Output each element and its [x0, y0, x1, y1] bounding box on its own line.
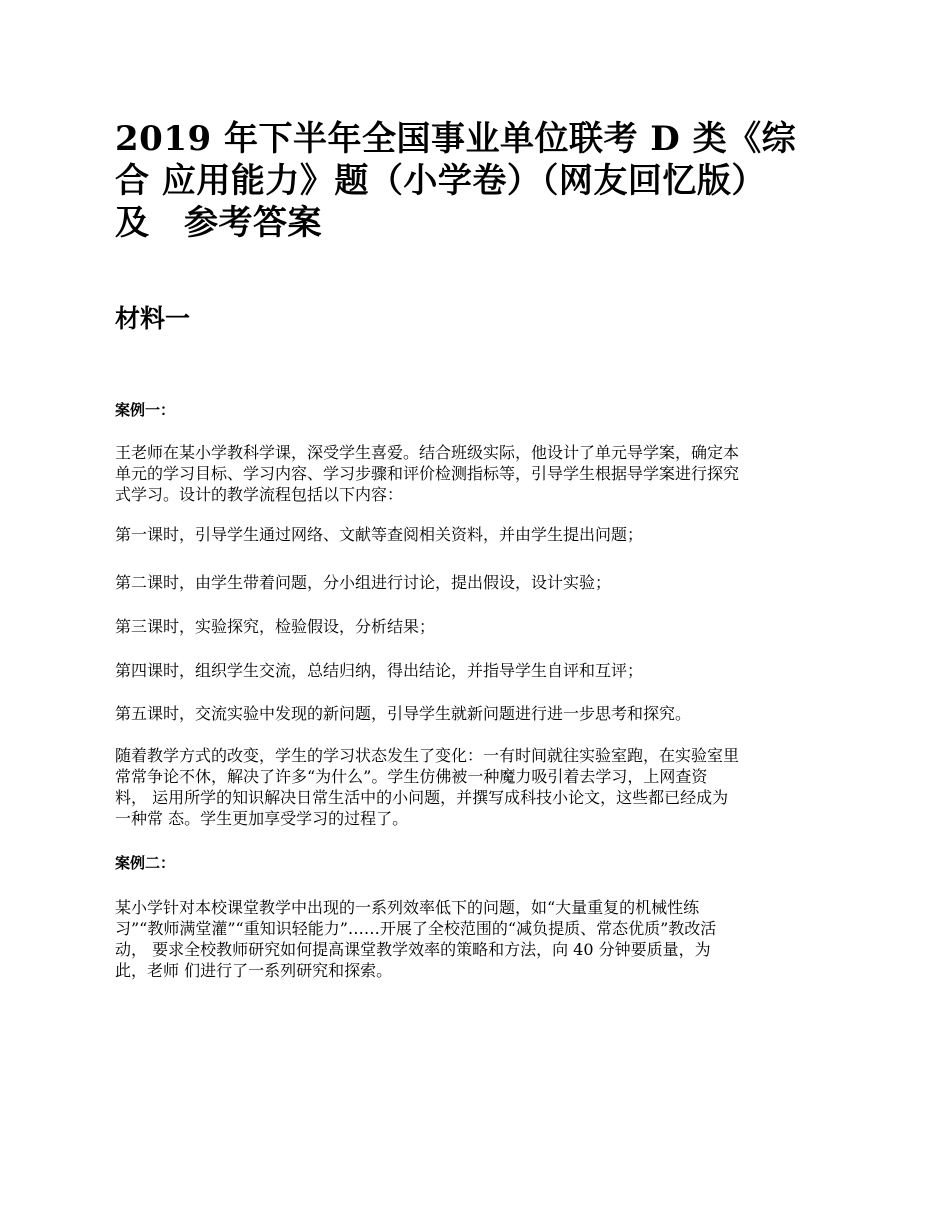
- case-two-label: 案例二：: [115, 854, 176, 872]
- title-line: 2019 年下半年全国事业单位联考 D 类《综: [115, 119, 797, 159]
- title-line: 合 应用能力》题（小学卷）（网友回忆版）: [115, 161, 766, 201]
- paragraph-line: 常常争论不休，解决了许多“为什么”。学生仿佛被一种魔力吸引着去学习，上网查资: [115, 767, 708, 786]
- case-one-change: [115, 745, 841, 829]
- section-heading: 材料一: [115, 304, 191, 333]
- paragraph-line: 式学习。设计的教学流程包括以下内容：: [115, 485, 404, 504]
- document-title: [115, 118, 835, 244]
- lesson-four: 第四课时，组织学生交流，总结归纳，得出结论，并指导学生自评和互评；: [115, 661, 644, 680]
- paragraph-line: 一种常 态。学生更加享受学习的过程了。: [115, 809, 409, 828]
- lesson-two: 第二课时，由学生带着问题，分小组进行讨论，提出假设，设计实验；: [115, 573, 612, 592]
- paragraph-line: 此，老师 们进行了一系列研究和探索。: [115, 961, 393, 980]
- paragraph-line: 习”“教师满堂灌”“重知识轻能力”……开展了全校范围的“减负提质、常态优质”教改活: [115, 919, 717, 938]
- paragraph-line: 单元的学习目标、学习内容、学习步骤和评价检测指标等，引导学生根据导学案进行探究: [115, 464, 740, 483]
- case-two-body: [115, 897, 841, 981]
- lesson-three: 第三课时，实验探究，检验假设，分析结果；: [115, 617, 436, 636]
- lesson-one: 第一课时，引导学生通过网络、文献等查阅相关资料，并由学生提出问题；: [115, 525, 644, 544]
- paragraph-line: 料， 运用所学的知识解决日常生活中的小问题，并撰写成科技小论文，这些都已经成为: [115, 788, 729, 807]
- paragraph-line: 随着教学方式的改变，学生的学习状态发生了变化：一有时间就往实验室跑，在实验室里: [115, 746, 740, 765]
- paragraph-line: 某小学针对本校课堂教学中出现的一系列效率低下的问题，如“大量重复的机械性练: [115, 898, 700, 917]
- case-one-label: 案例一：: [115, 401, 176, 419]
- title-line: 及 参考答案: [115, 203, 322, 243]
- lesson-five: 第五课时，交流实验中发现的新问题，引导学生就新问题进行进一步思考和探究。: [115, 704, 692, 723]
- paragraph-line: 动， 要求全校教师研究如何提高课堂教学效率的策略和方法，向 40 分钟要质量，为: [115, 940, 711, 959]
- paragraph-line: 王老师在某小学教科学课，深受学生喜爱。结合班级实际，他设计了单元导学案，确定本: [115, 443, 740, 462]
- case-one-intro: [115, 442, 841, 505]
